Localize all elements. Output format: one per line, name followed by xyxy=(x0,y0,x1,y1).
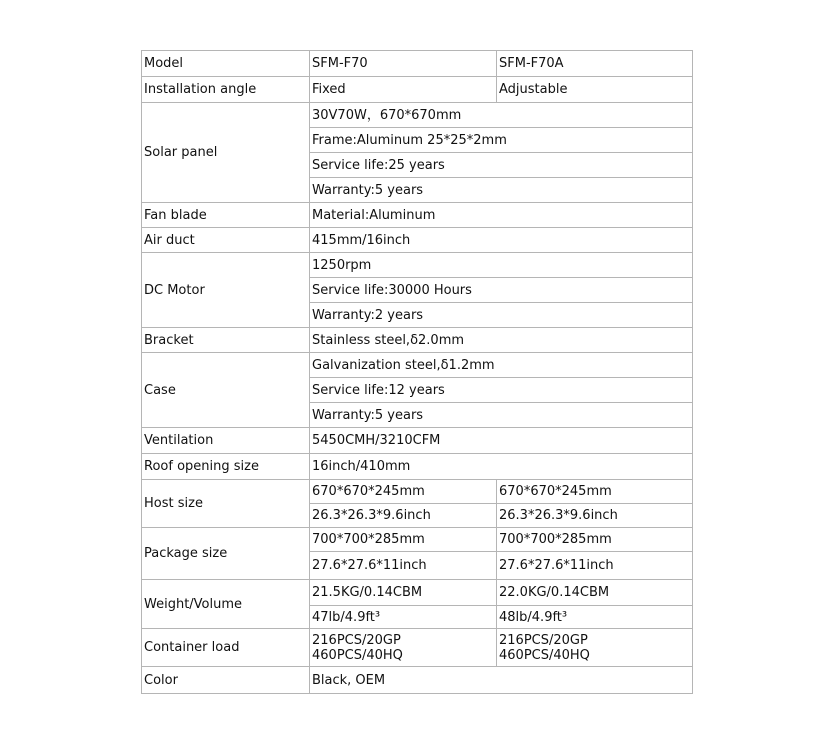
roof-opening-value: 16inch/410mm xyxy=(310,454,693,480)
dc-motor-value: Service life:30000 Hours xyxy=(310,278,693,303)
solar-panel-value: Service life:25 years xyxy=(310,153,693,178)
fan-blade-value: Material:Aluminum xyxy=(310,203,693,228)
container-load-a-line: 216PCS/20GP xyxy=(312,632,401,648)
table-row xyxy=(142,253,693,278)
weight-volume-a: 47lb/4.9ft³ xyxy=(310,606,497,629)
container-load-a-line: 460PCS/40HQ xyxy=(312,647,403,663)
dc-motor-value: Warranty:2 years xyxy=(310,303,693,328)
weight-volume-b: 48lb/4.9ft³ xyxy=(497,606,693,629)
model-label: Model xyxy=(142,51,310,77)
weight-volume-b: 22.0KG/0.14CBM xyxy=(497,580,693,606)
spec-table xyxy=(141,50,693,694)
table-row xyxy=(142,480,693,504)
solar-panel-value: Warranty:5 years xyxy=(310,178,693,203)
roof-opening-label: Roof opening size xyxy=(142,454,310,480)
table-row xyxy=(142,103,693,128)
host-size-b: 26.3*26.3*9.6inch xyxy=(497,504,693,528)
case-value: Galvanization steel,δ1.2mm xyxy=(310,353,693,378)
air-duct-value: 415mm/16inch xyxy=(310,228,693,253)
dc-motor-value: 1250rpm xyxy=(310,253,693,278)
installation-angle-label: Installation angle xyxy=(142,77,310,103)
installation-angle-a: Fixed xyxy=(310,77,497,103)
model-b: SFM-F70A xyxy=(497,51,693,77)
table-row xyxy=(142,51,693,77)
table-row xyxy=(142,228,693,253)
installation-angle-b: Adjustable xyxy=(497,77,693,103)
table-row xyxy=(142,667,693,694)
table-row xyxy=(142,353,693,378)
ventilation-label: Ventilation xyxy=(142,428,310,454)
table-row xyxy=(142,328,693,353)
package-size-a: 700*700*285mm xyxy=(310,528,497,552)
host-size-label: Host size xyxy=(142,480,310,528)
container-load-b-line: 216PCS/20GP xyxy=(499,632,588,648)
container-load-a xyxy=(310,629,497,667)
package-size-b: 27.6*27.6*11inch xyxy=(497,552,693,580)
weight-volume-a: 21.5KG/0.14CBM xyxy=(310,580,497,606)
package-size-b: 700*700*285mm xyxy=(497,528,693,552)
bracket-label: Bracket xyxy=(142,328,310,353)
case-label: Case xyxy=(142,353,310,428)
package-size-a: 27.6*27.6*11inch xyxy=(310,552,497,580)
table-row xyxy=(142,629,693,667)
ventilation-value: 5450CMH/3210CFM xyxy=(310,428,693,454)
table-row xyxy=(142,203,693,228)
table-row xyxy=(142,528,693,552)
host-size-b: 670*670*245mm xyxy=(497,480,693,504)
container-load-b xyxy=(497,629,693,667)
solar-panel-value: Frame:Aluminum 25*25*2mm xyxy=(310,128,693,153)
dc-motor-label: DC Motor xyxy=(142,253,310,328)
weight-volume-label: Weight/Volume xyxy=(142,580,310,629)
table-row xyxy=(142,77,693,103)
table-row xyxy=(142,454,693,480)
solar-panel-label: Solar panel xyxy=(142,103,310,203)
container-load-label: Container load xyxy=(142,629,310,667)
solar-panel-value: 30V70W，670*670mm xyxy=(310,103,693,128)
table-row xyxy=(142,428,693,454)
case-value: Warranty:5 years xyxy=(310,403,693,428)
fan-blade-label: Fan blade xyxy=(142,203,310,228)
color-label: Color xyxy=(142,667,310,694)
package-size-label: Package size xyxy=(142,528,310,580)
color-value: Black, OEM xyxy=(310,667,693,694)
bracket-value: Stainless steel,δ2.0mm xyxy=(310,328,693,353)
host-size-a: 670*670*245mm xyxy=(310,480,497,504)
model-a: SFM-F70 xyxy=(310,51,497,77)
air-duct-label: Air duct xyxy=(142,228,310,253)
table-row xyxy=(142,580,693,606)
container-load-b-line: 460PCS/40HQ xyxy=(499,647,590,663)
host-size-a: 26.3*26.3*9.6inch xyxy=(310,504,497,528)
case-value: Service life:12 years xyxy=(310,378,693,403)
